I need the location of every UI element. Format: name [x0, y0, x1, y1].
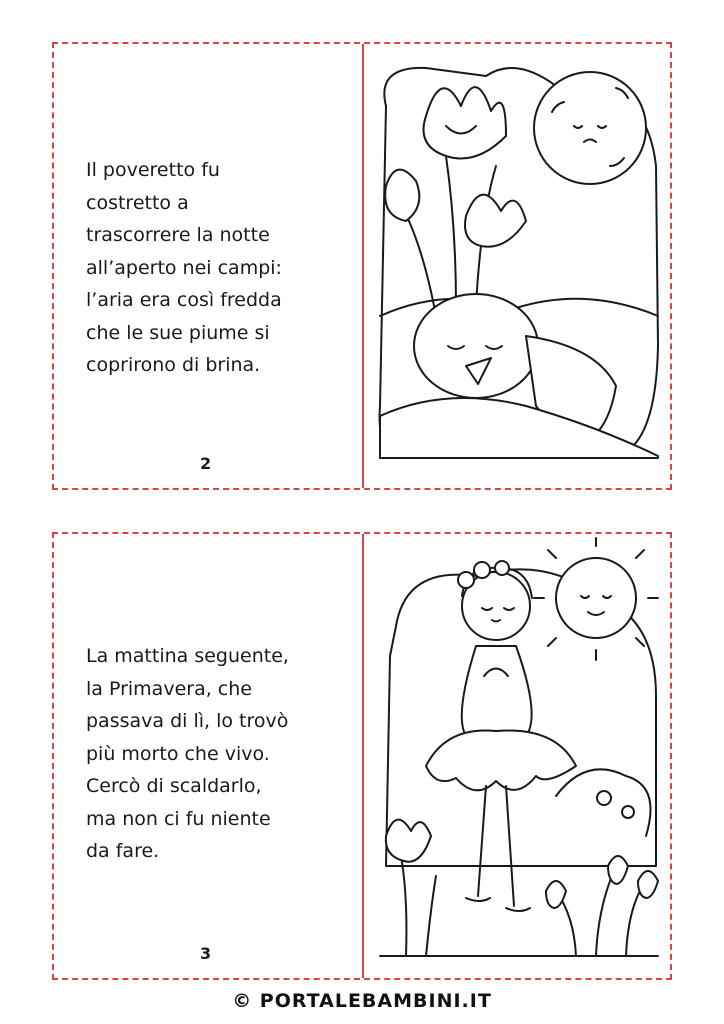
story-text: Il poveretto fu costretto a trascorrere la notte all’aperto nei campi: l’aria era così fredda che le sue piume si coprirono di brina. [86, 159, 282, 376]
coloring-illustration-icon [366, 46, 670, 486]
coloring-illustration-icon [366, 536, 670, 976]
spring-fairy-sun-flowers-illustration [366, 536, 670, 976]
sun-icon [534, 538, 658, 660]
footer-copyright: © PORTALEBAMBINI.IT [232, 990, 492, 1012]
text-panel [54, 534, 360, 978]
story-text: La mattina seguente, la Primavera, che passava di lì, lo trovò più morto che vivo. Cercò di scaldarlo, ma non ci fu niente da fare. [86, 645, 289, 862]
card-divider [362, 534, 364, 978]
card-divider [362, 44, 364, 488]
sleeping-bird-moon-crocus-illustration [366, 46, 670, 486]
page-number: 2 [200, 454, 212, 473]
text-panel [54, 44, 360, 488]
story-card-page-2 [52, 42, 672, 490]
page-number: 3 [200, 944, 212, 963]
story-card-page-3 [52, 532, 672, 980]
